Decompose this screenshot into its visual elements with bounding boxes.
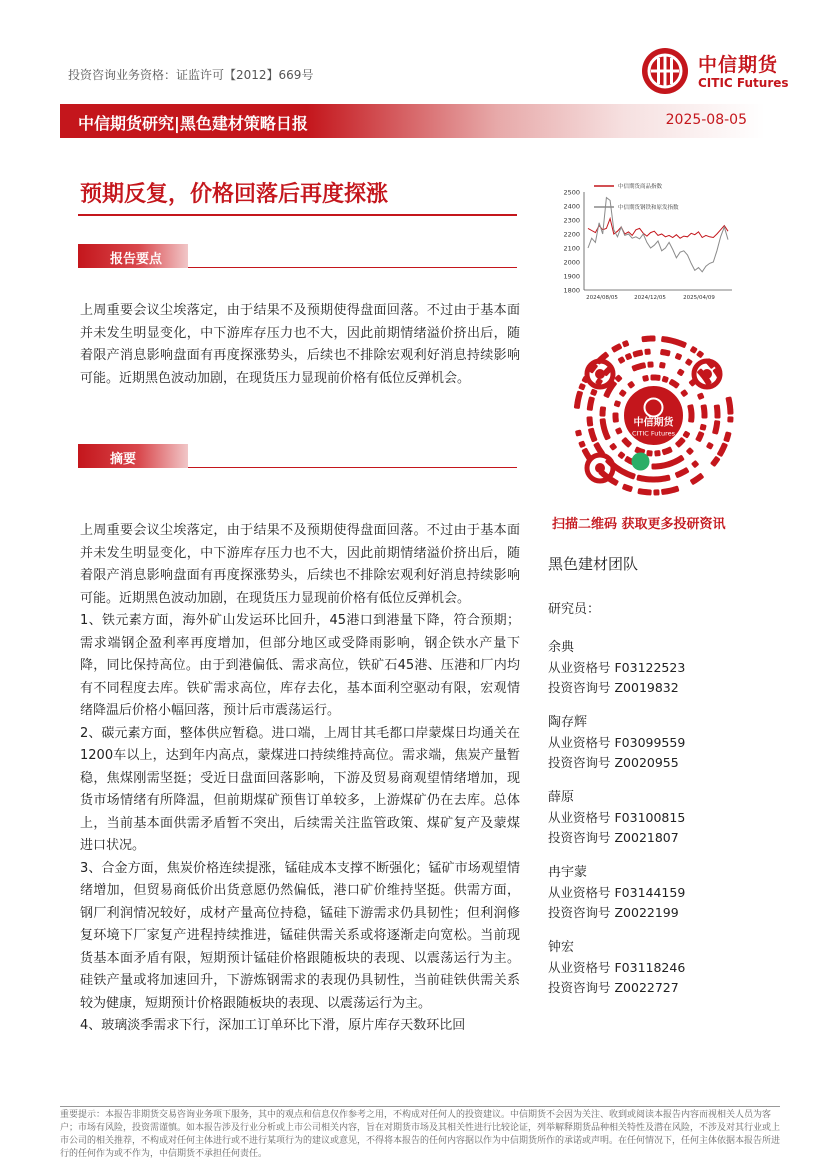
qr-dot	[651, 463, 657, 469]
qr-dot	[700, 424, 707, 431]
y-tick-label: 2100	[563, 244, 580, 253]
analyst-license: 从业资格号 F03099559	[548, 735, 686, 750]
analyst-advisory: 投资咨询号 Z0021807	[548, 830, 679, 845]
y-tick-label: 2200	[563, 230, 580, 239]
analyst-name: 余典	[548, 640, 575, 655]
analyst-license: 从业资格号 F03118246	[548, 960, 686, 975]
qr-dot	[619, 389, 627, 397]
y-tick-label: 2300	[563, 216, 580, 225]
qr-dot	[661, 376, 669, 384]
qr-center-en: CITIC Futures	[631, 429, 676, 438]
section-label: 报告要点	[110, 252, 163, 267]
qr-center-cn: 中信期货	[633, 417, 674, 429]
team-name: 黑色建材团队	[548, 555, 639, 573]
qr-dot	[614, 400, 622, 408]
qr-dot	[706, 442, 714, 450]
qr-dot	[691, 460, 699, 468]
qr-dot	[688, 408, 695, 415]
analyst-entry	[548, 788, 685, 848]
qr-dot	[654, 450, 661, 457]
analyst-name: 冉宇蒙	[548, 865, 588, 880]
qr-dot	[637, 488, 644, 495]
y-tick-label: 1800	[563, 286, 580, 295]
citic-logo-mark-icon	[640, 46, 690, 96]
x-tick-label: 2025/04/09	[683, 295, 715, 301]
key-points-text: 上周重要会议尘埃落定，由于结果不及预期使得盘面回落。不过由于基本面并未发生明显变化，中下游库存压力也不大，因此前期情绪溢价挤出后，随着限产消息影响盘面有再度探涨势头，后续也不排除宏观利好消息持续影响可能。近期黑色波动加剧，在现货压力显现前价格有低位反弹机会。	[80, 303, 520, 386]
analyst-advisory: 投资咨询号 Z0020955	[548, 755, 679, 770]
qr-dot	[661, 488, 668, 495]
qr-dot	[727, 408, 733, 414]
section-tab	[78, 444, 188, 468]
analyst-entry	[548, 938, 685, 998]
qr-dot	[727, 416, 733, 422]
qr-dot	[625, 353, 633, 361]
qr-dot	[600, 418, 607, 425]
qr-dot	[644, 349, 651, 356]
qr-dot	[615, 427, 623, 435]
summary-text: 上周重要会议尘埃落定，由于结果不及预期使得盘面回落。不过由于基本面并未发生明显变化，中下游库存压力也不大，因此前期情绪溢价挤出后，随着限产消息影响盘面有再度探涨势头，后续也不排除宏观利好消息持续影响可能。近期黑色波动加剧，在现货压力显现前价格有低位反弹机会。 1、铁元素方面，海外矿山发运环比回升，45港口到港量下降，符合预期；需求端钢企盈利率再度增加，但部分地区或受降雨影响，钢企铁水产量下降，同比保持高位。由于到港偏低、需求高位，铁矿石45港、压港和厂内均有不同程度去库。铁矿需求高位，库存去化，基本面利空驱动有限，宏观情绪降温后价格小幅回落，预计后市震荡运行。 2、碳元素方面，整体供应暂稳。进口端，上周甘其毛都口岸蒙煤日均通关在1200车以上，达到年内高点，蒙煤进口持续维持高位。需求端，焦炭产量暂稳，焦煤刚需坚挺；受近日盘面回落影响，下游及贸易商观望情绪增加，现货市场情绪有所降温，但前期煤矿预售订单较多，上游煤矿仍在去库。总体上，当前基本面供需矛盾暂不突出，后续需关注监管政策、煤矿复产及蒙煤进口状况。 3、合金方面，焦炭价格连续提涨，锰硅成本支撑不断强化；锰矿市场观望情绪增加，但贸易商低价出货意愿仍然偏低，港口矿价维持坚挺。供需方面，钢厂利润情况较好，成材产量高位持稳，锰硅下游需求仍具韧性；但利润修复环境下厂家复产进程持续推进，锰硅供需关系或将逐渐走向宽松。当前现货基本面矛盾有限，短期预计锰硅价格跟随板块的表现、以震荡运行为主。硅铁产量或将加速回升，下游炼钢需求的表现仍具韧性，当前硅铁供需关系较为健康，短期预计价格跟随板块的表现、以震荡运行为主。 4、玻璃淡季需求下行，深加工订单环比下滑，原片库存天数环比回	[80, 523, 520, 1033]
qr-dot	[682, 430, 690, 438]
report-title: 预期反复，价格回落后再度探涨	[80, 182, 389, 207]
legend-label: 中信期货钢铁和原发指数	[618, 205, 679, 211]
analyst-advisory: 投资咨询号 Z0022199	[548, 905, 679, 920]
qr-dot	[586, 416, 592, 422]
qr-finder-center	[595, 369, 605, 379]
qr-dot	[575, 429, 582, 436]
y-tick-label: 2000	[563, 258, 580, 267]
analyst-advisory: 投资咨询号 Z0019832	[548, 680, 679, 695]
analyst-name: 薛原	[548, 790, 575, 805]
y-tick-label: 1900	[563, 272, 580, 281]
legend-label: 中信期货商品指数	[618, 184, 663, 190]
analyst-entry	[548, 638, 685, 698]
qr-dot	[688, 416, 695, 423]
y-tick-label: 2500	[563, 188, 580, 197]
section-label: 摘要	[110, 452, 137, 467]
qr-dot	[617, 356, 625, 364]
analyst-advisory: 投资咨询号 Z0022727	[548, 980, 679, 995]
section-summary-header	[78, 444, 517, 468]
analyst-name: 钟宏	[548, 940, 575, 955]
qr-dot	[685, 358, 693, 366]
disclaimer: 重要提示：本报告非期货交易咨询业务项下服务，其中的观点和信息仅作参考之用，不构成对任何人的投资建议。中信期货不会因为关注、收到或阅读本报告内容而视相关人员为客户；市场有风险，投资需谨慎。如本报告涉及行业分析或上市公司相关内容，旨在对期货市场及其相关性进行比较论证，列举解释期货品种相关特性及潜在风险，不涉及对其行业或上市公司的相关推荐，不构成对任何主体进行或不进行某项行为的建议或意见，不得将本报告的任何内容据以作为中信期货所作的承诺或声明。在任何情况下，任何主体依据本报告所进行的任何作为或不作为，中信期货不承担任何责任。	[60, 1106, 780, 1161]
qr-finder-center	[595, 463, 605, 473]
license-text: 投资咨询业务资格：证监许可【2012】669号	[68, 68, 314, 82]
scan-prompt: 扫描二维码 获取更多投研资讯	[552, 517, 726, 532]
analyst-license: 从业资格号 F03122523	[548, 660, 686, 675]
logo-cn-text: 中信期货	[698, 54, 779, 76]
citic-logo	[640, 46, 810, 98]
qr-dot	[653, 489, 659, 495]
section-key-points-header	[78, 244, 517, 268]
report-banner	[60, 104, 765, 138]
analyst-entry	[548, 863, 685, 923]
qr-dot	[701, 408, 707, 414]
x-tick-label: 2024/12/05	[634, 295, 666, 301]
qr-dot	[600, 406, 607, 413]
analyst-name: 陶存辉	[548, 715, 588, 730]
qr-dot	[675, 353, 683, 361]
qr-dot	[654, 374, 661, 381]
qr-dot	[714, 408, 720, 414]
qr-dot	[659, 362, 666, 369]
qr-dot	[642, 375, 649, 382]
qr-dot	[578, 440, 586, 448]
mini-program-icon	[632, 453, 650, 471]
qr-dot	[680, 389, 688, 397]
qr-dot	[578, 383, 586, 391]
qr-dot	[647, 361, 653, 367]
index-line-chart	[548, 178, 748, 313]
qr-finder-center	[702, 369, 712, 379]
qr-dot	[614, 374, 622, 382]
qr-dot	[696, 350, 704, 358]
analyst-license: 从业资格号 F03100815	[548, 810, 686, 825]
qr-dot	[649, 335, 655, 341]
qr-dot	[690, 346, 698, 354]
title-divider	[78, 214, 517, 216]
analyst-entry	[548, 713, 685, 773]
report-date: 2025-08-05	[665, 112, 747, 128]
series-line	[588, 219, 728, 239]
analyst-license: 从业资格号 F03144159	[548, 885, 686, 900]
x-tick-label: 2024/08/05	[586, 295, 618, 301]
qr-dot	[617, 451, 625, 459]
logo-en-text: CITIC Futures	[698, 76, 789, 90]
qr-code[interactable]	[560, 322, 747, 509]
qr-dot	[622, 340, 630, 348]
qr-dot	[612, 412, 618, 418]
qr-dot	[686, 447, 694, 455]
researcher-label: 研究员：	[548, 602, 601, 617]
qr-dot	[627, 381, 635, 389]
banner-title: 中信期货研究|黑色建材策略日报	[78, 114, 308, 133]
qr-dot	[697, 392, 705, 400]
section-tab	[78, 244, 188, 268]
qr-dot	[609, 443, 617, 451]
qr-dot	[590, 388, 598, 396]
qr-dot	[677, 368, 685, 376]
y-tick-label: 2400	[563, 202, 580, 211]
